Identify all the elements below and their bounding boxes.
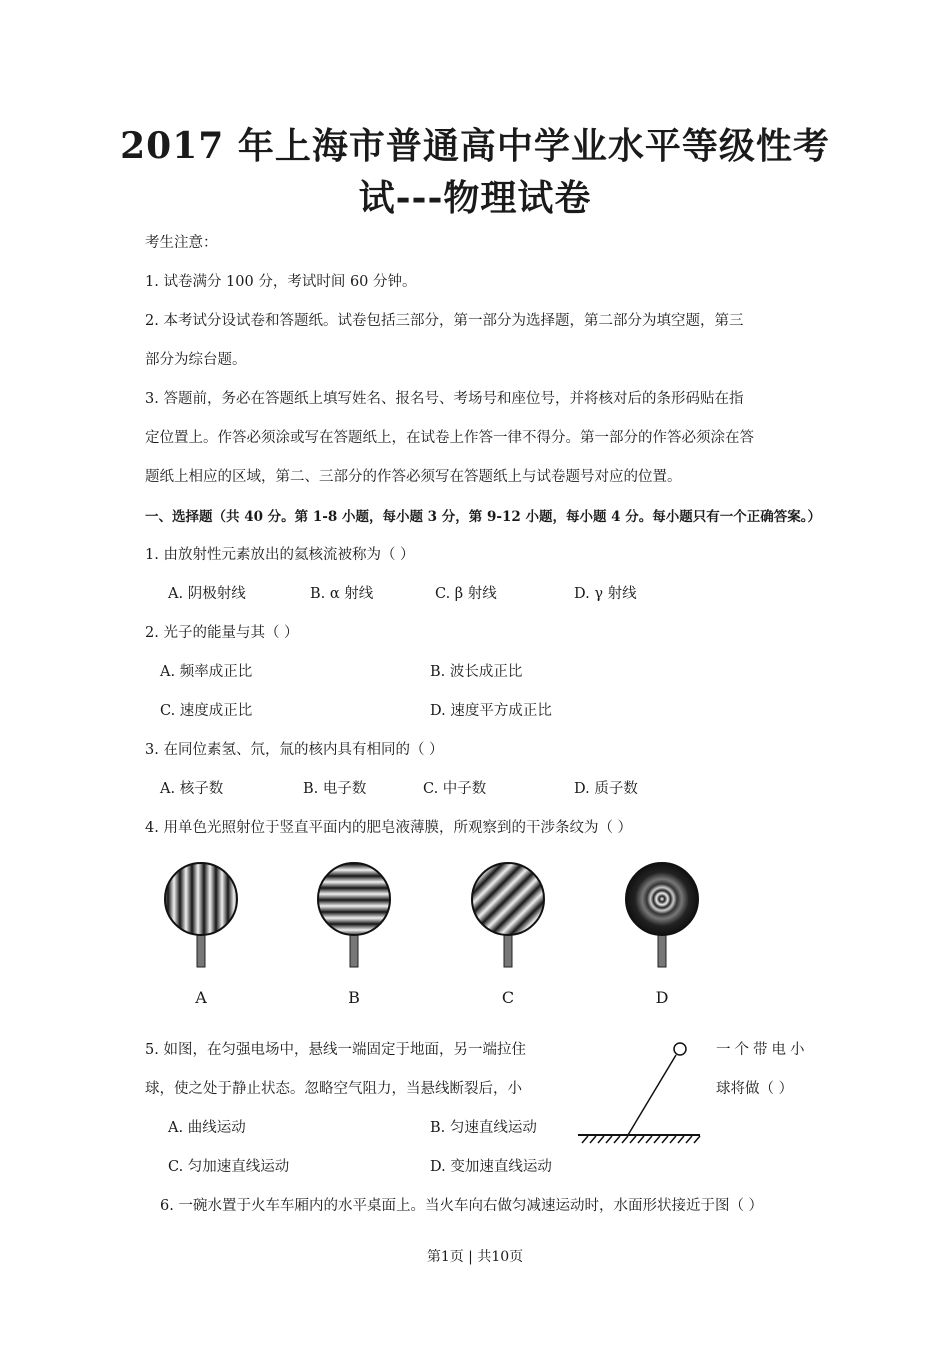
q5-option-c: C. 匀加速直线运动 — [168, 1159, 290, 1175]
q5-stem-line1: 5. 如图，在匀强电场中，悬线一端固定于地面，另一端拉住 — [145, 1042, 526, 1058]
q2-stem: 2. 光子的能量与其（ ） — [145, 625, 299, 641]
q4-stem: 4. 用单色光照射位于竖直平面内的肥皂液薄膜，所观察到的干涉条纹为（ ） — [145, 820, 633, 836]
q3-option-a: A. 核子数 — [160, 781, 224, 797]
q5-stem-line2-right: 球将做（ ） — [716, 1081, 794, 1097]
q2-option-c: C. 速度成正比 — [160, 703, 253, 719]
notice-heading: 考生注意： — [145, 235, 218, 251]
figure-label-a: A — [195, 988, 207, 1007]
q5-option-a: A. 曲线运动 — [168, 1120, 246, 1136]
q2-option-a: A. 频率成正比 — [160, 664, 253, 680]
section-1-heading: 一、选择题（共 40 分。第 1-8 小题，每小题 3 分，第 9-12 小题，每小题 4 分。每小题只有一个正确答案。） — [145, 509, 821, 525]
q1-option-b: B. α 射线 — [310, 586, 374, 602]
q1-option-d: D. γ 射线 — [574, 586, 637, 602]
q5-stem-line2: 球，使之处于静止状态。忽略空气阻力，当悬线断裂后，小 — [145, 1081, 522, 1097]
q1-option-a: A. 阴极射线 — [168, 586, 246, 602]
q1-option-c: C. β 射线 — [435, 586, 497, 602]
page-title-line2: 试---物理试卷 — [358, 177, 592, 219]
notice-item-3a: 3. 答题前，务必在答题纸上填写姓名、报名号、考场号和座位号，并将核对后的条形码贴在指 — [145, 391, 744, 407]
notice-item-3c: 题纸上相应的区域，第二、三部分的作答必须写在答题纸上与试卷题号对应的位置。 — [145, 469, 682, 485]
notice-item-1: 1. 试卷满分 100 分，考试时间 60 分钟。 — [145, 274, 417, 290]
q6-stem: 6. 一碗水置于火车车厢内的水平桌面上。当火车向右做匀减速运动时，水面形状接近于图（ ） — [160, 1198, 764, 1214]
q5-option-b: B. 匀速直线运动 — [430, 1120, 537, 1136]
notice-item-2a: 2. 本考试分设试卷和答题纸。试卷包括三部分，第一部分为选择题，第二部分为填空题，第三 — [145, 313, 744, 329]
fringe-figure-c — [472, 863, 544, 967]
page-title-line1: 2017 年上海市普通高中学业水平等级性考 — [120, 125, 830, 167]
notice-item-2b: 部分为综台题。 — [145, 352, 247, 368]
page-footer: 第1页 | 共10页 — [426, 1249, 524, 1265]
q3-option-d: D. 质子数 — [574, 781, 638, 797]
q2-option-b: B. 波长成正比 — [430, 664, 523, 680]
fringe-figure-b — [318, 863, 390, 967]
notice-item-3b: 定位置上。作答必须涂或写在答题纸上，在试卷上作答一律不得分。第一部分的作答必须涂在答 — [145, 430, 754, 446]
q5-stem-line1-right: 一个带电小 — [716, 1042, 809, 1058]
q3-option-b: B. 电子数 — [303, 781, 367, 797]
q3-stem: 3. 在同位素氢、氘，氚的核内具有相同的（ ） — [145, 742, 444, 758]
figure-label-c: C — [501, 988, 515, 1007]
figure-label-b: B — [348, 988, 360, 1007]
figure-label-d: D — [655, 988, 669, 1007]
fringe-figure-a — [165, 863, 237, 967]
q5-option-d: D. 变加速直线运动 — [430, 1159, 552, 1175]
q3-option-c: C. 中子数 — [423, 781, 487, 797]
q2-option-d: D. 速度平方成正比 — [430, 703, 552, 719]
suspension-string — [628, 1055, 676, 1135]
q1-stem: 1. 由放射性元素放出的氦核流被称为（ ） — [145, 547, 415, 563]
q5-diagram — [578, 1043, 700, 1143]
charged-ball — [674, 1043, 686, 1055]
fringe-figure-d — [626, 863, 698, 967]
